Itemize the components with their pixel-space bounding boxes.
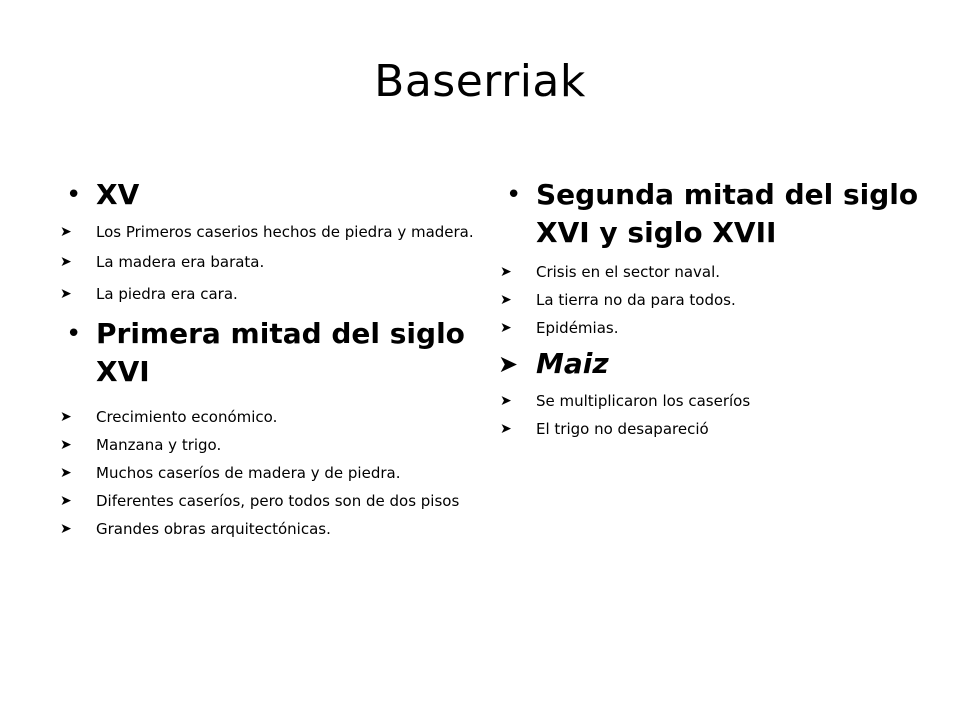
left-column: [60, 176, 480, 540]
list-item-text: La madera era barata.: [96, 253, 265, 271]
arrow-icon: ➤: [60, 521, 72, 537]
list-item: [60, 407, 480, 428]
slide-title: Baserriak: [374, 56, 586, 107]
list-item: [60, 252, 480, 273]
right-column: [500, 176, 920, 440]
list-item: [60, 222, 480, 243]
list-item-text: Epidémias.: [536, 319, 619, 337]
list-item: [60, 519, 480, 540]
arrow-icon: ➤: [60, 437, 72, 453]
list-item-text: Grandes obras arquitectónicas.: [96, 520, 331, 538]
list-item: [500, 290, 920, 311]
list-item-text: Crisis en el sector naval.: [536, 263, 721, 281]
section-heading-segunda-mitad: • Segunda mitad del siglo XVI y siglo XVII: [500, 176, 920, 252]
arrow-icon: ➤: [60, 254, 72, 270]
arrow-icon: ➤: [500, 264, 512, 280]
list-item: [60, 435, 480, 456]
arrow-icon: ➤: [60, 465, 72, 481]
arrow-icon: ➤: [500, 421, 512, 437]
list-item-text: Crecimiento económico.: [96, 408, 278, 426]
subheading-maiz: [500, 345, 920, 383]
arrow-icon: ➤: [60, 493, 72, 509]
list-item: [500, 419, 920, 440]
list-item: [500, 318, 920, 339]
arrow-icon: ➤: [60, 224, 72, 240]
section-heading-xv: • XV: [60, 176, 480, 214]
arrow-icon: ➤: [498, 350, 519, 378]
arrow-icon: ➤: [500, 292, 512, 308]
list-item: [60, 491, 480, 512]
list-item-text: Se multiplicaron los caseríos: [536, 392, 751, 410]
arrow-icon: ➤: [500, 320, 512, 336]
list-item: [500, 262, 920, 283]
list-item-text: La piedra era cara.: [96, 285, 238, 303]
list-item-text: Manzana y trigo.: [96, 436, 222, 454]
arrow-icon: ➤: [500, 393, 512, 409]
subheading-text: Maiz: [536, 347, 609, 380]
list-item: [60, 284, 480, 305]
list-item-text: Diferentes caseríos, pero todos son de dos pisos: [96, 492, 460, 510]
arrow-icon: ➤: [60, 409, 72, 425]
list-item-text: El trigo no desapareció: [536, 420, 709, 438]
section-heading-primera-mitad: • Primera mitad del siglo XVI: [60, 315, 480, 391]
list-item-text: Los Primeros caserios hechos de piedra y madera.: [96, 223, 474, 241]
list-item-text: La tierra no da para todos.: [536, 291, 736, 309]
list-item-text: Muchos caseríos de madera y de piedra.: [96, 464, 401, 482]
arrow-icon: ➤: [60, 286, 72, 302]
list-item: [500, 391, 920, 412]
list-item: [60, 463, 480, 484]
